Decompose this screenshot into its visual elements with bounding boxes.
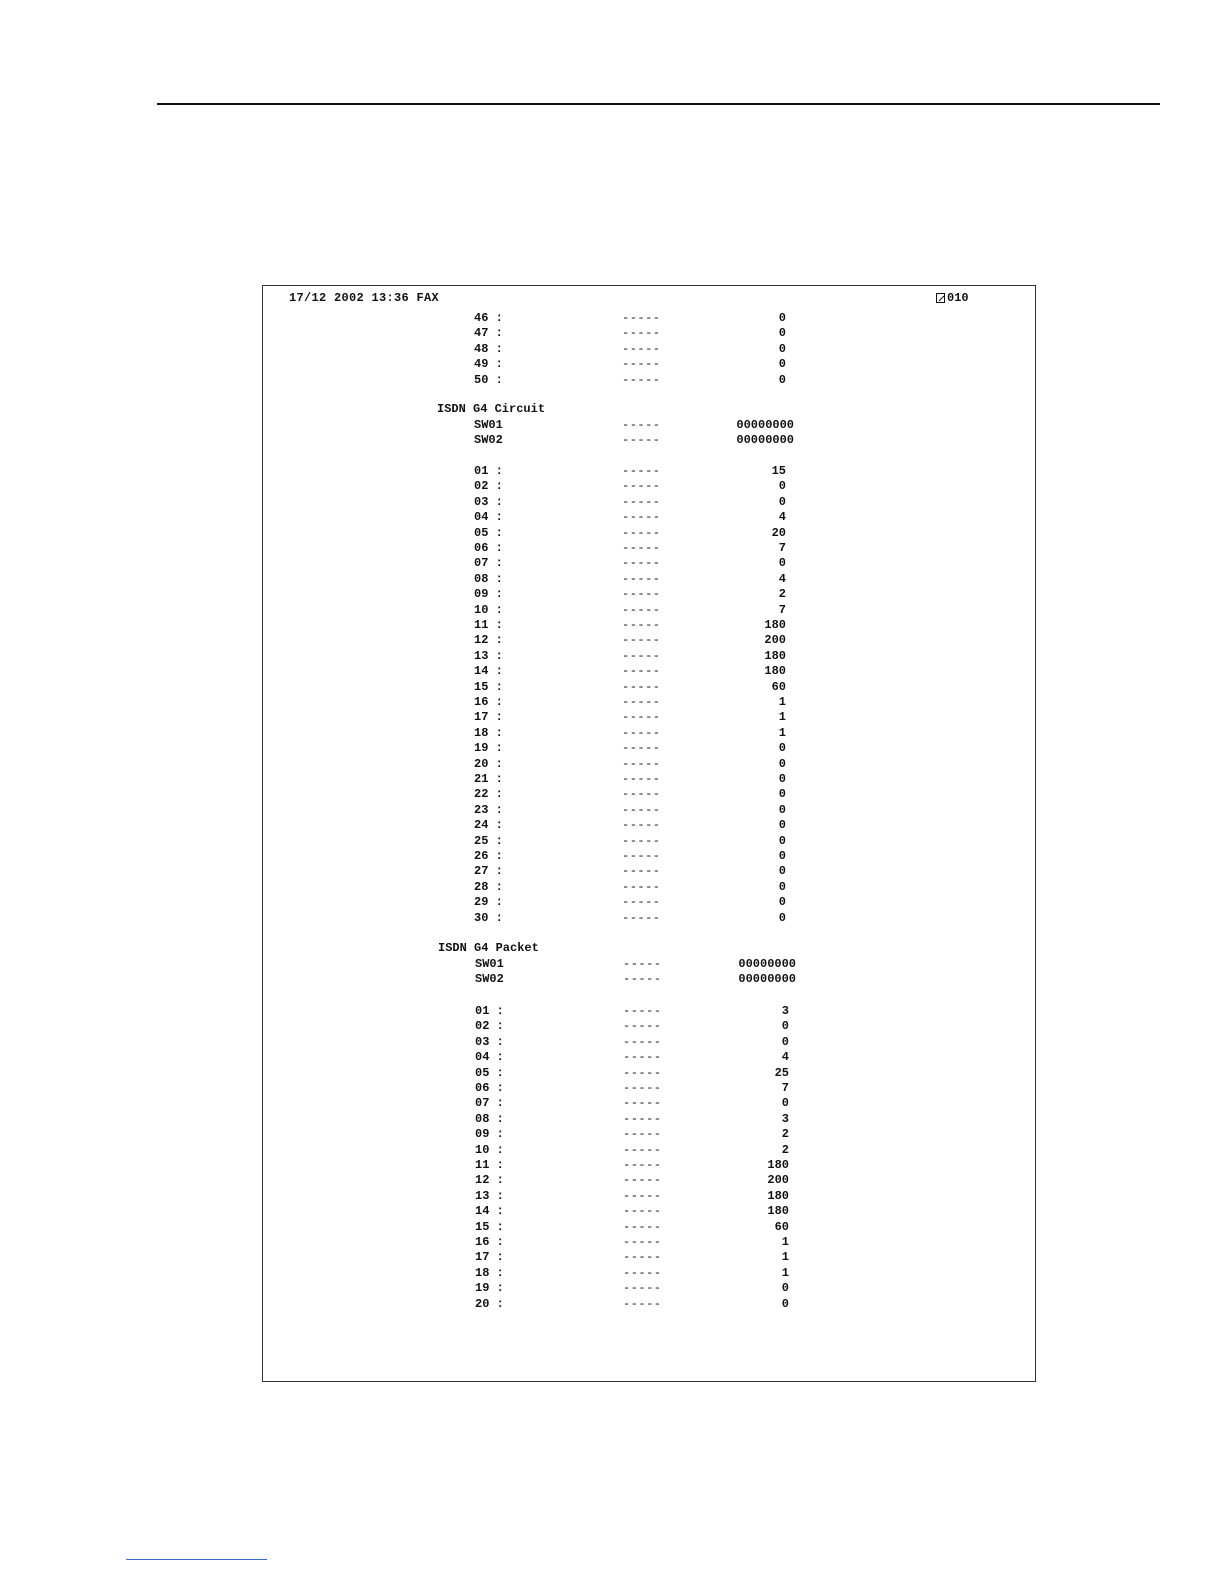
row-label: 01 :: [475, 1004, 504, 1018]
row-label: 25 :: [474, 833, 503, 848]
page-icon: [936, 293, 945, 303]
row-label: SW02: [474, 433, 503, 448]
row-separator: -----: [623, 1219, 662, 1234]
row-value: 00000000: [736, 418, 794, 432]
row-separator: -----: [622, 464, 661, 478]
row-value: 0: [778, 879, 786, 894]
table-row: [475, 1158, 789, 1173]
table-row: [474, 741, 786, 756]
row-label: 17 :: [475, 1250, 504, 1265]
table-row: [474, 510, 786, 525]
row-label: 14 :: [474, 664, 503, 679]
table-row: [475, 957, 796, 972]
row-value: 0: [778, 326, 786, 341]
section-title: ISDN G4 Circuit: [437, 402, 546, 416]
row-separator: -----: [623, 1142, 662, 1157]
row-label: 16 :: [474, 695, 503, 709]
row-separator: -----: [623, 1127, 662, 1142]
row-value: 7: [781, 1081, 789, 1095]
table-row: [474, 649, 786, 664]
table-row: [474, 433, 794, 448]
row-label: SW02: [475, 972, 504, 987]
row-label: 13 :: [474, 648, 503, 663]
row-separator: -----: [622, 849, 661, 863]
row-label: 30 :: [474, 910, 503, 925]
row-separator: -----: [623, 1081, 662, 1095]
row-separator: -----: [622, 494, 661, 509]
row-separator: -----: [623, 1250, 662, 1265]
row-label: 28 :: [474, 879, 503, 894]
table-row: [475, 1266, 789, 1281]
row-separator: -----: [623, 1050, 662, 1065]
top-rule: [157, 103, 1160, 105]
table-row: [475, 1127, 789, 1142]
row-separator: -----: [622, 910, 661, 925]
row-value: 0: [778, 479, 786, 494]
row-label: 46 :: [474, 311, 503, 325]
row-label: 02 :: [474, 479, 503, 494]
table-row: [475, 1281, 789, 1296]
row-value: 1: [778, 725, 786, 740]
row-value: 4: [778, 571, 786, 586]
row-value: 0: [778, 818, 786, 833]
row-value: 1: [778, 710, 786, 725]
row-label: 47 :: [474, 326, 503, 341]
table-row: [475, 1035, 789, 1050]
table-row: [474, 864, 786, 879]
row-label: 03 :: [475, 1034, 504, 1049]
table-row: [475, 1235, 789, 1250]
row-label: 27 :: [474, 864, 503, 879]
row-separator: -----: [622, 833, 661, 848]
row-value: 4: [781, 1050, 789, 1065]
row-value: 1: [778, 695, 786, 709]
row-label: 08 :: [474, 571, 503, 586]
row-separator: -----: [622, 311, 661, 325]
row-separator: -----: [623, 1019, 662, 1034]
row-label: 17 :: [474, 710, 503, 725]
table-row: [475, 1173, 789, 1188]
row-value: 0: [778, 864, 786, 879]
row-label: SW01: [475, 957, 504, 971]
row-label: 11 :: [475, 1158, 504, 1172]
row-separator: -----: [622, 895, 661, 910]
row-value: 2: [781, 1127, 789, 1142]
row-separator: -----: [623, 1004, 662, 1018]
row-label: SW01: [474, 418, 503, 432]
row-separator: -----: [622, 372, 661, 387]
table-row: [474, 311, 786, 326]
row-value: 1: [781, 1250, 789, 1265]
table-row: [475, 1250, 789, 1265]
row-separator: -----: [623, 1065, 662, 1080]
table-row: [474, 633, 786, 648]
row-value: 0: [778, 311, 786, 325]
row-label: 23 :: [474, 802, 503, 817]
row-value: 0: [781, 1034, 789, 1049]
row-separator: -----: [622, 818, 661, 833]
row-label: 50 :: [474, 372, 503, 387]
row-value: 180: [767, 1188, 789, 1203]
row-value: 0: [778, 556, 786, 571]
row-label: 24 :: [474, 818, 503, 833]
row-value: 60: [771, 679, 786, 694]
row-separator: -----: [622, 326, 661, 341]
row-separator: -----: [623, 1204, 662, 1219]
row-label: 07 :: [474, 556, 503, 571]
row-label: 19 :: [474, 741, 503, 756]
row-label: 01 :: [474, 464, 503, 478]
row-separator: -----: [623, 1235, 662, 1249]
row-separator: -----: [623, 1111, 662, 1126]
table-row: [475, 1220, 789, 1235]
row-separator: -----: [622, 525, 661, 540]
row-separator: -----: [622, 618, 661, 632]
row-value: 7: [778, 541, 786, 555]
row-value: 180: [767, 1158, 789, 1172]
row-separator: -----: [622, 741, 661, 756]
section-title: ISDN G4 Packet: [438, 941, 539, 955]
table-row: [474, 373, 786, 388]
row-value: 180: [767, 1204, 789, 1219]
row-separator: -----: [622, 864, 661, 879]
row-separator: -----: [622, 648, 661, 663]
table-row: [474, 803, 786, 818]
row-separator: -----: [622, 357, 661, 372]
row-value: 0: [778, 341, 786, 356]
table-row: [475, 1112, 789, 1127]
row-label: 29 :: [474, 895, 503, 910]
table-row: [474, 695, 786, 710]
row-value: 20: [771, 525, 786, 540]
table-row: [474, 680, 786, 695]
row-value: 0: [778, 494, 786, 509]
row-label: 15 :: [474, 679, 503, 694]
table-row: [474, 895, 786, 910]
table-row: [474, 326, 786, 341]
page-number-text: 010: [947, 291, 969, 305]
row-label: 05 :: [475, 1065, 504, 1080]
row-label: 12 :: [474, 633, 503, 648]
row-value: 00000000: [736, 433, 794, 448]
table-row: [474, 342, 786, 357]
row-separator: -----: [622, 664, 661, 679]
row-label: 09 :: [475, 1127, 504, 1142]
row-value: 200: [767, 1173, 789, 1188]
row-value: 0: [781, 1296, 789, 1311]
row-value: 200: [764, 633, 786, 648]
row-separator: -----: [622, 879, 661, 894]
row-separator: -----: [623, 1281, 662, 1296]
table-row: [474, 587, 786, 602]
row-separator: -----: [623, 1158, 662, 1172]
row-label: 02 :: [475, 1019, 504, 1034]
table-row: [474, 495, 786, 510]
table-row: [474, 464, 786, 479]
row-label: 05 :: [474, 525, 503, 540]
table-row: [474, 710, 786, 725]
row-label: 49 :: [474, 357, 503, 372]
table-row: [474, 603, 786, 618]
row-label: 09 :: [474, 587, 503, 602]
row-value: 0: [778, 772, 786, 786]
table-row: [474, 526, 786, 541]
row-separator: -----: [623, 1188, 662, 1203]
row-label: 19 :: [475, 1281, 504, 1296]
table-row: [474, 357, 786, 372]
row-value: 2: [781, 1142, 789, 1157]
row-label: 07 :: [475, 1096, 504, 1111]
table-row: [474, 572, 786, 587]
row-label: 20 :: [474, 756, 503, 771]
row-separator: -----: [622, 418, 661, 432]
row-value: 0: [778, 372, 786, 387]
row-separator: -----: [622, 587, 661, 602]
row-label: 10 :: [474, 602, 503, 617]
row-label: 15 :: [475, 1219, 504, 1234]
row-value: 00000000: [738, 957, 796, 971]
table-row: [475, 1081, 789, 1096]
table-row: [474, 849, 786, 864]
row-value: 1: [781, 1265, 789, 1280]
row-label: 10 :: [475, 1142, 504, 1157]
row-value: 2: [778, 587, 786, 602]
row-value: 0: [778, 910, 786, 925]
table-row: [474, 834, 786, 849]
row-label: 06 :: [474, 541, 503, 555]
row-label: 14 :: [475, 1204, 504, 1219]
row-separator: -----: [622, 679, 661, 694]
table-row: [475, 1019, 789, 1034]
row-label: 06 :: [475, 1081, 504, 1095]
row-separator: -----: [622, 725, 661, 740]
bottom-link-rule: [126, 1559, 267, 1560]
row-separator: -----: [622, 541, 661, 555]
row-label: 04 :: [475, 1050, 504, 1065]
row-separator: -----: [623, 1034, 662, 1049]
table-row: [474, 757, 786, 772]
row-separator: -----: [622, 510, 661, 525]
row-value: 0: [778, 895, 786, 910]
row-separator: -----: [623, 1096, 662, 1111]
table-row: [475, 1096, 789, 1111]
row-label: 03 :: [474, 494, 503, 509]
table-row: [474, 541, 786, 556]
table-row: [474, 418, 794, 433]
row-separator: -----: [623, 1173, 662, 1188]
row-separator: -----: [622, 710, 661, 725]
row-value: 1: [781, 1235, 789, 1249]
table-row: [475, 1189, 789, 1204]
table-row: [475, 1004, 789, 1019]
row-separator: -----: [622, 695, 661, 709]
row-separator: -----: [622, 772, 661, 786]
row-value: 15: [771, 464, 786, 478]
row-label: 13 :: [475, 1188, 504, 1203]
row-separator: -----: [622, 341, 661, 356]
row-label: 18 :: [475, 1265, 504, 1280]
table-row: [474, 772, 786, 787]
table-row: [474, 664, 786, 679]
row-label: 16 :: [475, 1235, 504, 1249]
row-separator: -----: [622, 556, 661, 571]
row-value: 3: [781, 1004, 789, 1018]
table-row: [475, 972, 796, 987]
table-row: [474, 618, 786, 633]
row-value: 7: [778, 602, 786, 617]
row-separator: -----: [622, 571, 661, 586]
row-separator: -----: [622, 433, 661, 448]
row-separator: -----: [622, 479, 661, 494]
row-value: 0: [778, 849, 786, 863]
table-row: [475, 1204, 789, 1219]
fax-header-datetime: 17/12 2002 13:36 FAX: [289, 291, 440, 305]
row-value: 60: [774, 1219, 789, 1234]
row-value: 0: [781, 1019, 789, 1034]
row-value: 180: [764, 664, 786, 679]
table-row: [475, 1143, 789, 1158]
table-row: [474, 880, 786, 895]
row-value: 00000000: [738, 972, 796, 987]
row-value: 180: [764, 618, 786, 632]
row-value: 3: [781, 1111, 789, 1126]
row-separator: -----: [623, 972, 662, 987]
row-value: 0: [778, 756, 786, 771]
table-row: [474, 787, 786, 802]
row-separator: -----: [622, 802, 661, 817]
table-row: [474, 479, 786, 494]
row-separator: -----: [622, 756, 661, 771]
row-label: 11 :: [474, 618, 503, 632]
table-row: [474, 911, 786, 926]
row-value: 0: [778, 787, 786, 802]
row-label: 21 :: [474, 772, 503, 786]
table-row: [474, 726, 786, 741]
table-row: [475, 1066, 789, 1081]
row-separator: -----: [623, 1296, 662, 1311]
row-separator: -----: [623, 1265, 662, 1280]
table-row: [475, 1050, 789, 1065]
fax-page-number: [936, 291, 969, 305]
row-separator: -----: [622, 787, 661, 802]
row-value: 180: [764, 648, 786, 663]
row-separator: -----: [622, 602, 661, 617]
row-value: 0: [778, 741, 786, 756]
row-label: 04 :: [474, 510, 503, 525]
row-label: 18 :: [474, 725, 503, 740]
row-value: 0: [778, 833, 786, 848]
row-label: 48 :: [474, 341, 503, 356]
row-label: 22 :: [474, 787, 503, 802]
row-value: 25: [774, 1065, 789, 1080]
row-separator: -----: [623, 957, 662, 971]
row-value: 0: [778, 357, 786, 372]
row-separator: -----: [622, 633, 661, 648]
row-label: 12 :: [475, 1173, 504, 1188]
row-value: 0: [781, 1096, 789, 1111]
row-value: 4: [778, 510, 786, 525]
table-row: [475, 1297, 789, 1312]
row-label: 08 :: [475, 1111, 504, 1126]
table-row: [474, 556, 786, 571]
row-label: 20 :: [475, 1296, 504, 1311]
row-value: 0: [778, 802, 786, 817]
table-row: [474, 818, 786, 833]
row-value: 0: [781, 1281, 789, 1296]
row-label: 26 :: [474, 849, 503, 863]
